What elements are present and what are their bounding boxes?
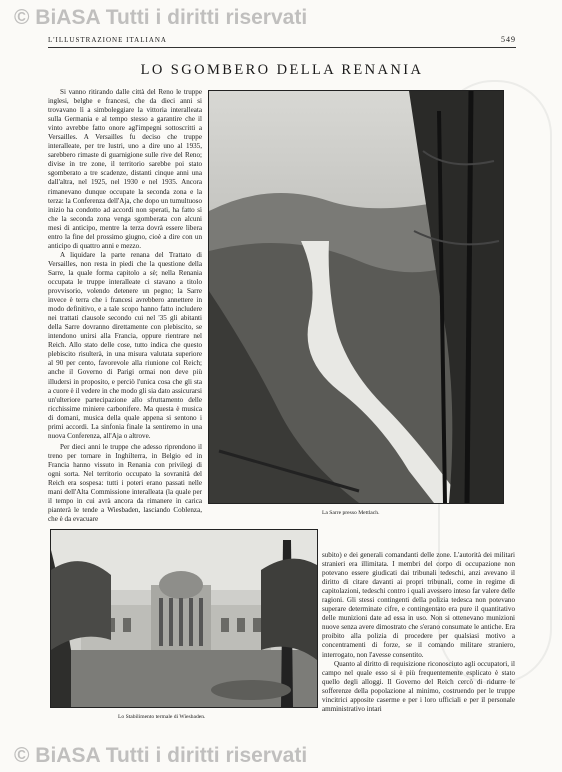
paragraph: A liquidare la parte renana del Trattato di Versailles, non resta in piedi che la questione della Sarre, la quale forma capitolo a sè; nella Renania occupata le truppe interalleate ci stavano a titolo provvisorio, volendo detenere un pegno; la Sarre invece è terra che i francesi avrebbero annettere in modo definitivo, e a tale scopo hanno fatto includere nei trattati clausole secondo cui nel '35 gli abitanti della Sarre dovranno direttamente con plebiscito, se intendono unirsi alla Francia, oppure rientrare nel Reich. Allo stato delle cose, tutto indica che questo plebiscito risulterà, in una misura valutata superiore al 90 per cento, favorevole alla riunione col Reich; anche il Governo di Parigi ormai non deve più illudersi in proposito, e perciò l'unica cosa che gli sta a cuore è il vedere in che modo gli sia dato assicurarsi un'ulteriore partecipazione allo sfruttamento delle ricchissime miniere carbonifere. Ma questa è musica di domani, musica della quale appena si sentono i primi accordi. La sinfonia finale la sentiremo in una nuova Conferenza, all'Aja o altrove. — [48, 250, 202, 440]
text-column-left-lower — [48, 443, 202, 524]
paragraph: Quanto al diritto di requisizione riconosciuto agli occupatori, il campo nel quale esso si è più frequentemente esplicato è stato quello degli alloggi. Il Governo del Reich cercò di ridurre le sofferenze della popolazione al minimo, costruendo per le truppe vincitrici apposite caserme e per i loro ufficiali e per il personale amministrativo intari — [322, 659, 515, 713]
photo-caption: Lo Stabilimento termale di Wiesbaden. — [118, 714, 206, 720]
running-header — [48, 35, 516, 48]
paragraph: Per dieci anni le truppe che adesso riprendono il treno per tornare in Inghilterra, in Belgio ed in Francia hanno vissuto in Renania con privilegi di ogni sorta. Nel territorio occupato la sovranità del Reich era sospesa: tutti i poteri erano passati nelle mani dell'Alta Commissione interalleata (la quale per il tempo in cui avrà ancora da rimanere in carica pianterà le tende a Wiesbaden, lasciando Coblenza, che è da evacuare — [48, 443, 202, 524]
spa-building-image — [51, 530, 317, 707]
photo-wiesbaden-spa — [50, 529, 318, 708]
photo-sarre-valley — [208, 90, 504, 504]
photo-caption: La Sarre presso Mettlach. — [322, 510, 380, 516]
watermark-top: © BiASA Tutti i diritti riservati — [14, 6, 308, 29]
publication-name: L'ILLUSTRAZIONE ITALIANA — [48, 36, 167, 44]
watermark-bottom: © BiASA Tutti i diritti riservati — [14, 744, 308, 767]
paragraph: subito) e dei generali comandanti delle zone. L'autorità dei militari stranieri era illimitata. I membri del corpo di occupazione non potevano essere giudicati dai tribunali tedeschi, anzi avevano il diritto di citare davanti ai propri tribunali, come in regime di capitolazioni, tedeschi contro i quali avessero inteso far valere delle ragioni. Gli stessi contingenti della polizia tedesca non potevano superare determinate cifre, e contingentato era pure il quantitativo delle munizioni date ad essa in uso. Non si ottenevano munizioni nuove senza avere dimostrato che s'erano consumate le antiche. Era proibito alla polizia di procedere per qualsiasi motivo a concentramenti di forze, se il comando militare straniero, interrogato, non l'avesse consentito. — [322, 551, 515, 659]
text-column-left — [48, 88, 202, 441]
river-landscape-image — [209, 91, 503, 503]
page-number: 549 — [501, 35, 516, 44]
paragraph: Si vanno ritirando dalle città del Reno le truppe inglesi, belghe e francesi, che da dieci anni si trovavano lì a simboleggiare la vittoria interalleata sulla Germania e al tempo stesso a garantire che il vinto avrebbe fatto onore agl'impegni sottoscritti a Versailles. A Versailles fu deciso che truppe interalleate, per tre lustri, uno a dire uno al 1935, sarebbero rimaste di guarnigione sulle rive del Reno; divise in tre zone, il territorio sarebbe poi stato sgomberato a tre scadenze, distanti cinque anni una dall'altra, nel 1925, nel 1930 e nel 1935. Ancora rimanevano dunque occupate la seconda zona e la terza: la Conferenza dell'Aja, che dopo un tumultuoso inizio ha condotto ad accordi non sperati, ha fatto sì che la seconda zona venga sgomberata con alcuni mesi di anticipo, mentre la terza dovrà essere libera entro la fine del prossimo giugno, cioè a dire con un anticipo di quattro anni e mezzo. — [48, 88, 202, 250]
text-column-right — [322, 551, 515, 714]
article-title: LO SGOMBERO DELLA RENANIA — [140, 62, 424, 78]
